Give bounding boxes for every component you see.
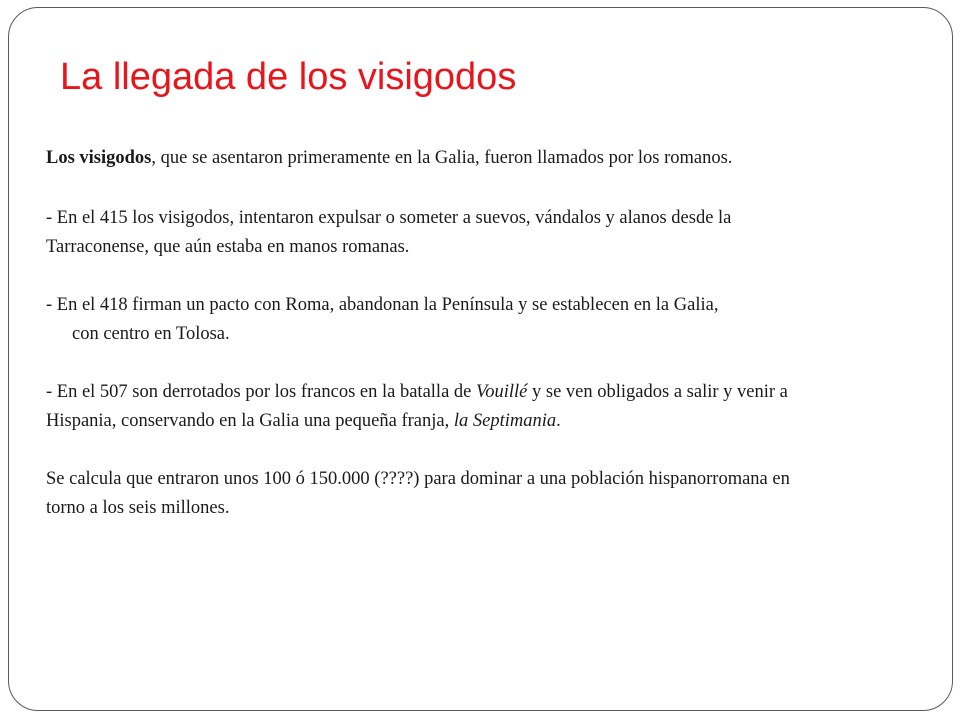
battle-name: Vouillé <box>476 382 528 402</box>
paragraph-2-line-2: Tarraconense, que aún estaba en manos romanas. <box>46 237 410 257</box>
paragraph-1-text: , que se asentaron primeramente en la Galia, fueron llamados por los romanos. <box>151 148 733 168</box>
paragraph-1-bold: Los visigodos <box>46 148 152 168</box>
paragraph-2-line-1: - En el 415 los visigodos, intentaron expulsar o someter a suevos, vándalos y alanos desde la <box>46 208 732 228</box>
paragraph-4-line-2 <box>46 411 561 432</box>
paragraph-4-line-2-end: . <box>556 411 561 431</box>
septimania-name: la Septimania <box>453 411 557 431</box>
paragraph-5-line-1: Se calcula que entraron unos 100 ó 150.000 (????) para dominar a una población hispanorromana en <box>46 469 790 489</box>
paragraph-4-line-1 <box>46 382 788 403</box>
paragraph-3-line-2: con centro en Tolosa. <box>72 324 230 344</box>
paragraph-3-line-1: - En el 418 firman un pacto con Roma, abandonan la Península y se establecen en la Galia, <box>46 295 719 315</box>
paragraph-4-text-cont: y se ven obligados a salir y venir a <box>527 382 788 402</box>
paragraph-4-line-2-text: Hispania, conservando en la Galia una pequeña franja, <box>46 411 454 431</box>
paragraph-4-text: - En el 507 son derrotados por los francos en la batalla de <box>46 382 476 402</box>
slide-title: La llegada de los visigodos <box>60 56 517 98</box>
slide-frame <box>8 7 953 711</box>
paragraph-5-line-2: torno a los seis millones. <box>46 498 230 518</box>
paragraph-1 <box>46 148 732 169</box>
